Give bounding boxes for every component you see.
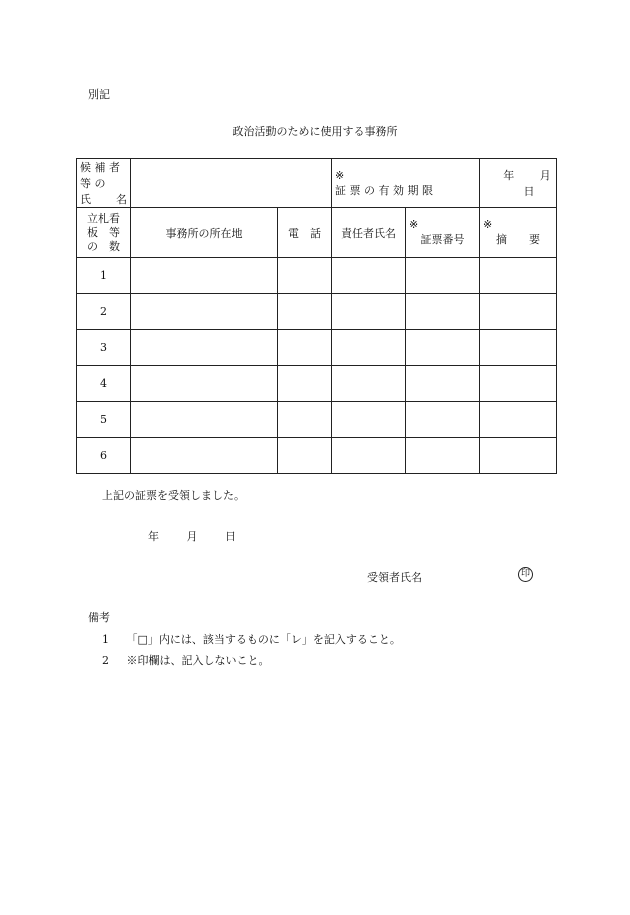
note-number: 1 — [102, 633, 109, 646]
notes-heading: 備考 — [88, 611, 110, 624]
candidate-label-line1: 候 補 者 等 の — [80, 161, 120, 190]
col-count-line1: 立札看 — [87, 211, 120, 225]
phone-cell[interactable] — [278, 294, 332, 330]
col-header-count — [77, 208, 131, 258]
col-remarks-label: 摘 要 — [496, 232, 540, 246]
office-table — [76, 158, 557, 474]
candidate-name-cell[interactable] — [131, 159, 332, 208]
phone-cell[interactable] — [278, 366, 332, 402]
remarks-cell[interactable] — [480, 258, 557, 294]
col-header-remarks — [480, 208, 557, 258]
col-count-line2: 板 等 — [87, 225, 120, 239]
person-cell[interactable] — [332, 366, 406, 402]
row-number: 2 — [77, 294, 131, 330]
receipt-day: 日 — [225, 530, 236, 543]
phone-cell[interactable] — [278, 330, 332, 366]
row-number: 6 — [77, 438, 131, 474]
col-cert-mark: ※ — [409, 217, 419, 231]
remarks-cell[interactable] — [480, 438, 557, 474]
cert-cell[interactable] — [406, 438, 480, 474]
candidate-name-label — [77, 159, 131, 208]
person-cell[interactable] — [332, 294, 406, 330]
table-row — [77, 402, 557, 438]
person-cell[interactable] — [332, 330, 406, 366]
row-number: 4 — [77, 366, 131, 402]
col-count-line3: の 数 — [87, 239, 120, 253]
remarks-cell[interactable] — [480, 294, 557, 330]
address-cell[interactable] — [131, 258, 278, 294]
remarks-cell[interactable] — [480, 330, 557, 366]
cert-cell[interactable] — [406, 366, 480, 402]
table-row — [77, 258, 557, 294]
cert-cell[interactable] — [406, 330, 480, 366]
row-number: 1 — [77, 258, 131, 294]
table-row — [77, 366, 557, 402]
receipt-year: 年 — [148, 530, 159, 543]
table-row — [77, 294, 557, 330]
note-text: 「□」内には、該当するものに「レ」を記入すること。 — [126, 633, 401, 646]
address-cell[interactable] — [131, 438, 278, 474]
person-cell[interactable] — [332, 438, 406, 474]
cert-cell[interactable] — [406, 258, 480, 294]
candidate-label-shi: 氏 — [80, 193, 91, 206]
note-text: ※印欄は、記入しないこと。 — [126, 654, 270, 667]
receipt-month: 月 — [186, 530, 198, 543]
row-number: 5 — [77, 402, 131, 438]
col-header-cert — [406, 208, 480, 258]
note-item — [102, 652, 270, 668]
validity-mark: ※ — [335, 168, 345, 182]
col-header-person: 責任者氏名 — [332, 208, 406, 258]
candidate-label-mei: 名 — [116, 193, 127, 206]
phone-cell[interactable] — [278, 258, 332, 294]
validity-label: 証 票 の 有 効 期 限 — [335, 183, 433, 197]
col-header-phone: 電 話 — [278, 208, 332, 258]
remarks-cell[interactable] — [480, 402, 557, 438]
col-header-address: 事務所の所在地 — [131, 208, 278, 258]
table-row — [77, 438, 557, 474]
row-number: 3 — [77, 330, 131, 366]
candidate-label-line2 — [80, 191, 130, 207]
document-title: 政治活動のために使用する事務所 — [232, 125, 398, 138]
validity-year: 年 — [503, 169, 515, 182]
person-cell[interactable] — [332, 402, 406, 438]
candidate-row — [77, 159, 557, 208]
validity-month: 月 — [539, 169, 551, 182]
received-statement: 上記の証票を受領しました。 — [102, 489, 245, 502]
address-cell[interactable] — [131, 294, 278, 330]
address-cell[interactable] — [131, 366, 278, 402]
remarks-cell[interactable] — [480, 366, 557, 402]
person-cell[interactable] — [332, 258, 406, 294]
seal-mark: 印 — [518, 567, 533, 582]
note-item — [102, 631, 401, 647]
column-header-row — [77, 208, 557, 258]
cert-cell[interactable] — [406, 402, 480, 438]
col-remarks-mark: ※ — [483, 217, 493, 231]
address-cell[interactable] — [131, 402, 278, 438]
address-cell[interactable] — [131, 330, 278, 366]
recipient-name-label: 受領者氏名 — [367, 571, 422, 584]
cert-cell[interactable] — [406, 294, 480, 330]
validity-date-cell[interactable] — [480, 159, 557, 208]
col-cert-label: 証票番号 — [420, 232, 465, 246]
receipt-date — [148, 528, 236, 544]
validity-day: 日 — [523, 185, 535, 198]
table-row — [77, 330, 557, 366]
appendix-label: 別記 — [88, 88, 110, 101]
validity-label-cell — [332, 159, 480, 208]
phone-cell[interactable] — [278, 402, 332, 438]
note-number: 2 — [102, 654, 109, 667]
phone-cell[interactable] — [278, 438, 332, 474]
